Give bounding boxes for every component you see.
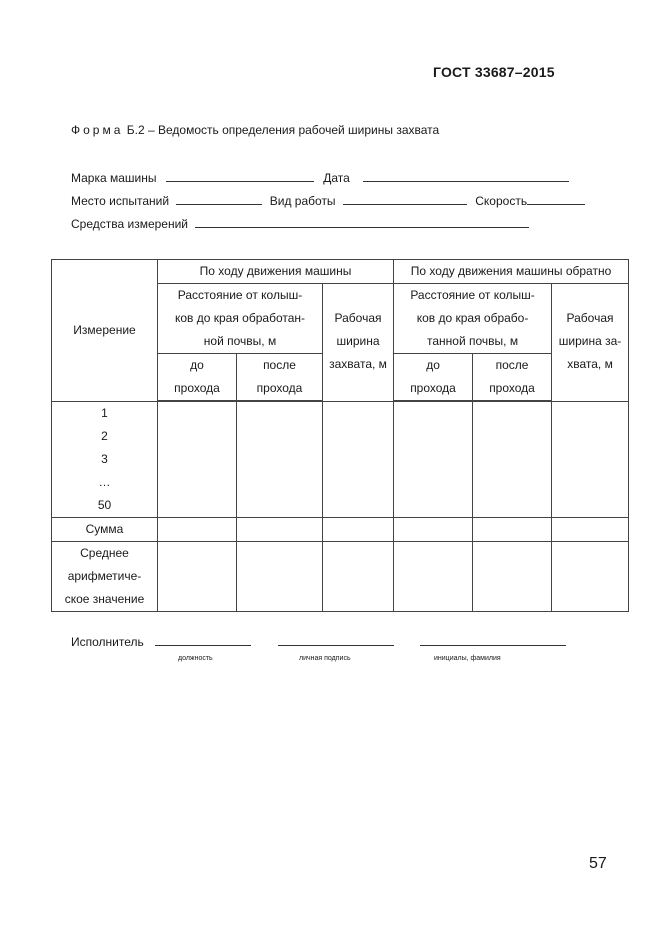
instruments-label: Средства измерений — [71, 217, 189, 231]
measure-header: Измерение — [52, 260, 158, 402]
after-reverse-header: после прохода — [473, 354, 552, 401]
position-field[interactable] — [155, 634, 251, 646]
sum-cell-2[interactable] — [237, 518, 323, 542]
width-reverse-header: Рабочая ширина за- хвата, м — [552, 284, 629, 402]
measurement-numbers: 1 2 3 … 50 — [52, 402, 158, 518]
initials-field[interactable] — [420, 634, 566, 646]
form-title — [71, 123, 439, 137]
machine-brand-field[interactable] — [166, 170, 314, 182]
mean-cell-6[interactable] — [552, 542, 629, 612]
sum-label: Сумма — [52, 518, 158, 542]
sum-cell-3[interactable] — [323, 518, 394, 542]
date-label: Дата — [323, 171, 350, 185]
mean-cell-3[interactable] — [323, 542, 394, 612]
signature-line — [71, 634, 566, 649]
table-row-measurements — [52, 402, 629, 518]
mean-cell-1[interactable] — [158, 542, 237, 612]
field-line-instruments — [71, 216, 529, 231]
cell-after-forward[interactable] — [237, 402, 323, 518]
cell-width-forward[interactable] — [323, 402, 394, 518]
caption-signature: личная подпись — [299, 655, 351, 662]
executor-label: Исполнитель — [71, 635, 144, 649]
cell-before-forward[interactable] — [158, 402, 237, 518]
distance-forward-header: Расстояние от колыш- ков до края обработан- ной почвы, м — [158, 284, 323, 354]
sum-cell-4[interactable] — [394, 518, 473, 542]
table-row-sum — [52, 518, 629, 542]
cell-before-reverse[interactable] — [394, 402, 473, 518]
after-forward-header: после прохода — [237, 354, 323, 401]
instruments-field[interactable] — [195, 216, 529, 228]
cell-width-reverse[interactable] — [552, 402, 629, 518]
group-forward-header: По ходу движения машины — [158, 260, 394, 284]
speed-field[interactable] — [527, 193, 585, 205]
width-forward-header: Рабочая ширина захвата, м — [323, 284, 394, 402]
signature-field[interactable] — [278, 634, 394, 646]
distance-reverse-header: Расстояние от колыш- ков до края обрабо- танной почвы, м — [394, 284, 552, 354]
caption-initials: инициалы, фамилия — [434, 655, 501, 662]
sum-cell-1[interactable] — [158, 518, 237, 542]
group-reverse-header: По ходу движения машины обратно — [394, 260, 629, 284]
caption-position: должность — [178, 655, 213, 662]
work-type-field[interactable] — [343, 193, 467, 205]
test-site-label: Место испытаний — [71, 194, 170, 208]
speed-label: Скорость — [475, 194, 528, 208]
before-forward-header: до прохода — [158, 354, 237, 401]
table-header-row — [52, 260, 629, 284]
page-number: 57 — [589, 855, 607, 872]
table-row-mean — [52, 542, 629, 612]
field-line-machine — [71, 170, 569, 185]
form-label: Форма — [71, 123, 124, 137]
machine-brand-label: Марка машины — [71, 171, 157, 185]
before-reverse-header: до прохода — [394, 354, 473, 401]
form-title-text: – Ведомость определения рабочей ширины захвата — [147, 123, 440, 137]
mean-cell-4[interactable] — [394, 542, 473, 612]
document-code: ГОСТ 33687–2015 — [433, 64, 555, 80]
sum-cell-5[interactable] — [473, 518, 552, 542]
form-number: Б.2 — [126, 123, 145, 137]
test-site-field[interactable] — [176, 193, 262, 205]
cell-after-reverse[interactable] — [473, 402, 552, 518]
mean-cell-2[interactable] — [237, 542, 323, 612]
sum-cell-6[interactable] — [552, 518, 629, 542]
mean-label: Среднее арифметиче- ское значение — [52, 542, 158, 612]
mean-cell-5[interactable] — [473, 542, 552, 612]
date-field[interactable] — [363, 170, 569, 182]
work-type-label: Вид работы — [269, 194, 336, 208]
field-line-test — [71, 193, 585, 208]
measurement-table — [51, 259, 629, 612]
